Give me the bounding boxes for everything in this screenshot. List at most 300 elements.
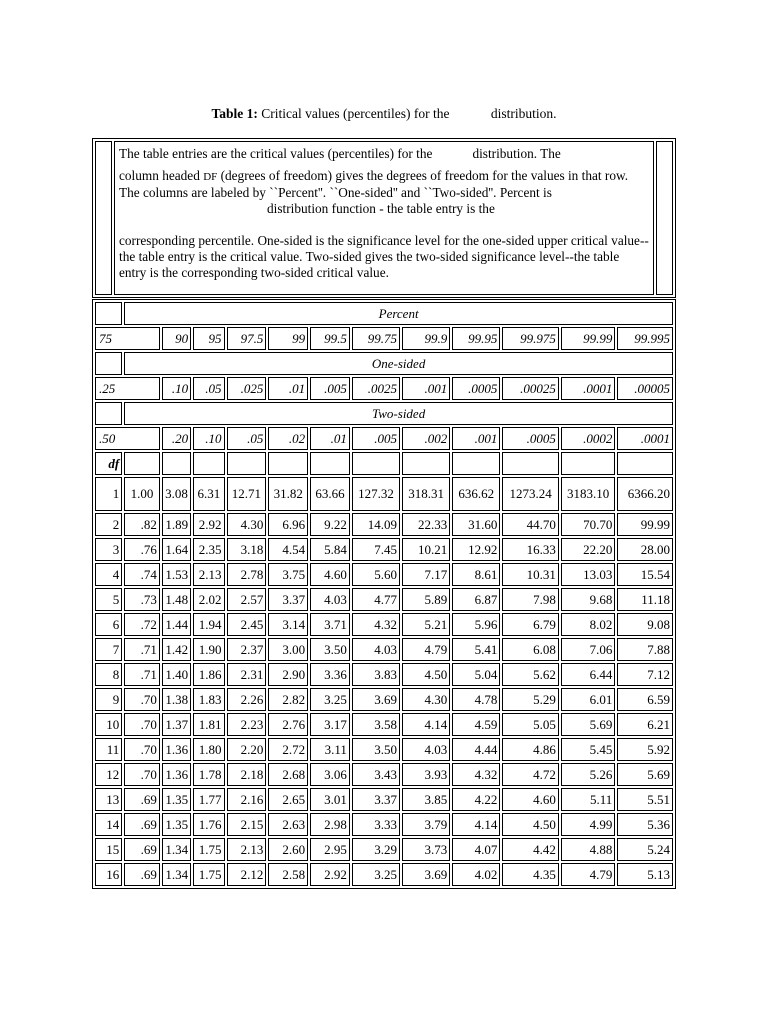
value-cell: 6.44 [561,663,615,686]
empty-cell [617,452,673,475]
percent-value-cell: 99.5 [310,327,350,350]
value-cell: 5.69 [561,713,615,736]
df-cell: 5 [95,588,122,611]
intro-box [92,138,676,298]
value-cell: 4.14 [402,713,450,736]
header-spacer-cell [95,302,122,325]
value-cell: 3.37 [268,588,308,611]
intro-para2-d: distribution function - the table entry is the [267,201,495,216]
value-cell: 2.35 [193,538,224,561]
value-cell: 2.23 [227,713,267,736]
df-label: df [95,452,122,475]
value-cell: 3.11 [310,738,350,761]
value-cell: 5.13 [617,863,673,886]
value-cell: 70.70 [561,513,615,536]
one-sided-value-cell: .05 [193,377,224,400]
two-sided-value-cell: .10 [193,427,224,450]
value-cell: .71 [124,638,160,661]
value-cell: 4.79 [561,863,615,886]
empty-cell [561,452,615,475]
intro-text-cell [114,141,654,295]
value-cell: 6.79 [502,613,559,636]
value-cell: 318.31 [402,477,450,511]
one-sided-value-cell: .0001 [561,377,615,400]
percent-value-cell: 99 [268,327,308,350]
value-cell: 5.84 [310,538,350,561]
value-cell: 1.64 [162,538,191,561]
intro-para2-b: (degrees of freedom) gives the degrees of freedom for the values in that row. The columns are labeled by ``Percent''. ``One-sided'' and ``Two-sided''. [119,168,629,200]
two-sided-value-cell: .50 [95,427,160,450]
value-cell: 1.90 [193,638,224,661]
value-cell: 6.87 [452,588,500,611]
value-cell: 13.03 [561,563,615,586]
value-cell: 3.69 [352,688,400,711]
table-row [95,613,673,636]
value-cell: 2.45 [227,613,267,636]
value-cell: 7.17 [402,563,450,586]
value-cell: 4.50 [502,813,559,836]
percent-values-row [95,327,673,350]
value-cell: 2.63 [268,813,308,836]
value-cell: 1.35 [162,813,191,836]
value-cell: 4.32 [452,763,500,786]
value-cell: 4.86 [502,738,559,761]
value-cell: 1.81 [193,713,224,736]
empty-cell [193,452,224,475]
df-cell: 1 [95,477,122,511]
value-cell: 28.00 [617,538,673,561]
intro-para2-a: column headed [119,168,204,183]
value-cell: 1.83 [193,688,224,711]
value-cell: 4.35 [502,863,559,886]
df-cell: 10 [95,713,122,736]
value-cell: 1.89 [162,513,191,536]
value-cell: 1.35 [162,788,191,811]
value-cell: 10.21 [402,538,450,561]
value-cell: 1.42 [162,638,191,661]
table-row [95,738,673,761]
value-cell: 5.29 [502,688,559,711]
one-sided-value-cell: .10 [162,377,191,400]
value-cell: .70 [124,713,160,736]
value-cell: 2.13 [227,838,267,861]
df-cell: 6 [95,613,122,636]
one-sided-value-cell: .0005 [452,377,500,400]
value-cell: 4.60 [310,563,350,586]
value-cell: 2.58 [268,863,308,886]
value-cell: 8.61 [452,563,500,586]
df-cell: 7 [95,638,122,661]
value-cell: 5.11 [561,788,615,811]
empty-cell [310,452,350,475]
value-cell: 3.06 [310,763,350,786]
value-cell: 5.05 [502,713,559,736]
value-cell: 10.31 [502,563,559,586]
value-cell: 2.98 [310,813,350,836]
value-cell: .76 [124,538,160,561]
percent-value-cell: 75 [95,327,160,350]
table-row [95,788,673,811]
value-cell: 5.69 [617,763,673,786]
header-spacer-cell [95,352,122,375]
value-cell: 4.03 [310,588,350,611]
table-row [95,588,673,611]
value-cell: 1.34 [162,838,191,861]
table-row [95,838,673,861]
percent-value-cell: 99.9 [402,327,450,350]
intro-left-cell [95,141,112,295]
value-cell: 6.31 [193,477,224,511]
value-cell: .82 [124,513,160,536]
value-cell: 3.14 [268,613,308,636]
empty-cell [162,452,191,475]
value-cell: 5.60 [352,563,400,586]
value-cell: 2.76 [268,713,308,736]
percent-value-cell: 97.5 [227,327,267,350]
intro-line1-before: The table entries are the critical values (percentiles) for the [119,146,433,161]
value-cell: 2.31 [227,663,267,686]
critical-values-table [92,299,676,889]
percent-header-row [95,302,673,325]
table-row [95,663,673,686]
df-cell: 12 [95,763,122,786]
value-cell: 2.20 [227,738,267,761]
value-cell: 4.44 [452,738,500,761]
value-cell: 1.86 [193,663,224,686]
table-row [95,863,673,886]
value-cell: 4.60 [502,788,559,811]
empty-cell [268,452,308,475]
value-cell: 11.18 [617,588,673,611]
value-cell: 2.78 [227,563,267,586]
two-sided-value-cell: .0005 [502,427,559,450]
table-row [95,477,673,511]
one-sided-value-cell: .01 [268,377,308,400]
empty-cell [502,452,559,475]
two-sided-header: Two-sided [124,402,673,425]
two-sided-value-cell: .20 [162,427,191,450]
value-cell: 127.32 [352,477,400,511]
one-sided-header: One-sided [124,352,673,375]
value-cell: 1.37 [162,713,191,736]
df-cell: 3 [95,538,122,561]
percent-value-cell: 90 [162,327,191,350]
value-cell: .69 [124,813,160,836]
value-cell: 15.54 [617,563,673,586]
value-cell: 4.78 [452,688,500,711]
df-cell: 13 [95,788,122,811]
empty-cell [452,452,500,475]
value-cell: 5.24 [617,838,673,861]
value-cell: 2.15 [227,813,267,836]
value-cell: 14.09 [352,513,400,536]
caption-text-before: Critical values (percentiles) for the [261,106,450,121]
value-cell: 8.02 [561,613,615,636]
value-cell: 7.06 [561,638,615,661]
value-cell: 1.76 [193,813,224,836]
value-cell: 2.37 [227,638,267,661]
value-cell: 4.30 [402,688,450,711]
value-cell: 5.41 [452,638,500,661]
empty-cell [402,452,450,475]
value-cell: 5.96 [452,613,500,636]
df-cell: 8 [95,663,122,686]
table-row [95,538,673,561]
two-sided-value-cell: .002 [402,427,450,450]
value-cell: 4.03 [352,638,400,661]
df-cell: 15 [95,838,122,861]
df-label-row [95,452,673,475]
value-cell: 2.90 [268,663,308,686]
value-cell: 3.01 [310,788,350,811]
value-cell: 4.02 [452,863,500,886]
value-cell: 3.93 [402,763,450,786]
value-cell: 3.73 [402,838,450,861]
value-cell: 1.00 [124,477,160,511]
value-cell: 3183.10 [561,477,615,511]
value-cell: 4.14 [452,813,500,836]
value-cell: 3.50 [310,638,350,661]
intro-right-cell [656,141,673,295]
value-cell: 9.22 [310,513,350,536]
value-cell: 5.45 [561,738,615,761]
value-cell: .69 [124,838,160,861]
value-cell: 4.59 [452,713,500,736]
value-cell: 6.21 [617,713,673,736]
two-sided-values-row [95,427,673,450]
value-cell: 3.50 [352,738,400,761]
value-cell: 4.99 [561,813,615,836]
value-cell: 3.69 [402,863,450,886]
value-cell: 3.85 [402,788,450,811]
value-cell: 9.68 [561,588,615,611]
one-sided-value-cell: .025 [227,377,267,400]
value-cell: 63.66 [310,477,350,511]
caption-label: Table 1: [211,106,258,121]
percent-header: Percent [124,302,673,325]
value-cell: 6366.20 [617,477,673,511]
value-cell: 4.54 [268,538,308,561]
value-cell: 99.99 [617,513,673,536]
value-cell: 2.57 [227,588,267,611]
intro-line1-after: distribution. The [472,146,561,161]
value-cell: 3.58 [352,713,400,736]
value-cell: 2.95 [310,838,350,861]
value-cell: 1.80 [193,738,224,761]
value-cell: 7.88 [617,638,673,661]
value-cell: .70 [124,763,160,786]
value-cell: 5.36 [617,813,673,836]
value-cell: 1.94 [193,613,224,636]
intro-para2-c: Percent is [499,185,552,200]
value-cell: 4.32 [352,613,400,636]
two-sided-value-cell: .001 [452,427,500,450]
value-cell: 3.43 [352,763,400,786]
value-cell: .69 [124,788,160,811]
value-cell: 3.08 [162,477,191,511]
value-cell: 1.75 [193,838,224,861]
value-cell: .74 [124,563,160,586]
percent-value-cell: 99.995 [617,327,673,350]
table-row [95,713,673,736]
value-cell: 5.89 [402,588,450,611]
value-cell: 6.96 [268,513,308,536]
df-cell: 16 [95,863,122,886]
table-row [95,638,673,661]
value-cell: 4.22 [452,788,500,811]
value-cell: 3.25 [352,863,400,886]
value-cell: 3.25 [310,688,350,711]
value-cell: 2.65 [268,788,308,811]
value-cell: 5.21 [402,613,450,636]
df-cell: 9 [95,688,122,711]
value-cell: 3.33 [352,813,400,836]
value-cell: 7.12 [617,663,673,686]
value-cell: 12.71 [227,477,267,511]
percent-value-cell: 99.975 [502,327,559,350]
value-cell: 1.53 [162,563,191,586]
value-cell: 1.36 [162,738,191,761]
caption-text-after: distribution. [490,106,557,121]
one-sided-value-cell: .25 [95,377,160,400]
empty-cell [124,452,160,475]
value-cell: 3.00 [268,638,308,661]
value-cell: 7.45 [352,538,400,561]
value-cell: 9.08 [617,613,673,636]
value-cell: 2.92 [310,863,350,886]
value-cell: 31.82 [268,477,308,511]
value-cell: 4.07 [452,838,500,861]
value-cell: 3.17 [310,713,350,736]
value-cell: 1273.24 [502,477,559,511]
two-sided-header-row [95,402,673,425]
value-cell: 2.12 [227,863,267,886]
value-cell: 2.60 [268,838,308,861]
value-cell: 2.92 [193,513,224,536]
value-cell: 6.59 [617,688,673,711]
value-cell: 22.33 [402,513,450,536]
two-sided-value-cell: .0001 [617,427,673,450]
value-cell: 44.70 [502,513,559,536]
table-row [95,688,673,711]
value-cell: 12.92 [452,538,500,561]
value-cell: 5.26 [561,763,615,786]
value-cell: 3.29 [352,838,400,861]
value-cell: 6.08 [502,638,559,661]
value-cell: 1.77 [193,788,224,811]
value-cell: 3.79 [402,813,450,836]
value-cell: .72 [124,613,160,636]
value-cell: 1.75 [193,863,224,886]
value-cell: 5.62 [502,663,559,686]
one-sided-value-cell: .001 [402,377,450,400]
value-cell: 3.83 [352,663,400,686]
value-cell: 1.40 [162,663,191,686]
value-cell: 5.04 [452,663,500,686]
value-cell: 31.60 [452,513,500,536]
two-sided-value-cell: .05 [227,427,267,450]
value-cell: 2.13 [193,563,224,586]
one-sided-value-cell: .0025 [352,377,400,400]
value-cell: 2.18 [227,763,267,786]
one-sided-value-cell: .00025 [502,377,559,400]
value-cell: 2.82 [268,688,308,711]
value-cell: 3.71 [310,613,350,636]
value-cell: 5.92 [617,738,673,761]
value-cell: 3.37 [352,788,400,811]
value-cell: 3.18 [227,538,267,561]
value-cell: 1.34 [162,863,191,886]
percent-value-cell: 99.99 [561,327,615,350]
table-row [95,763,673,786]
one-sided-header-row [95,352,673,375]
intro-para3: corresponding percentile. One-sided is the significance level for the one-sided upper critical value--the table entry is the critical value. Two-sided gives the two-sided significance level--the table entry is the corresponding two-sided critical value. [119,233,649,280]
intro-df-term: DF [203,171,218,183]
value-cell: 4.77 [352,588,400,611]
value-cell: 4.50 [402,663,450,686]
one-sided-values-row [95,377,673,400]
two-sided-value-cell: .0002 [561,427,615,450]
value-cell: 4.88 [561,838,615,861]
value-cell: 2.16 [227,788,267,811]
value-cell: 3.36 [310,663,350,686]
value-cell: .70 [124,738,160,761]
value-cell: 3.75 [268,563,308,586]
value-cell: 2.72 [268,738,308,761]
empty-cell [227,452,267,475]
table-row [95,513,673,536]
value-cell: 16.33 [502,538,559,561]
value-cell: 6.01 [561,688,615,711]
value-cell: 2.26 [227,688,267,711]
header-spacer-cell [95,402,122,425]
value-cell: 2.68 [268,763,308,786]
df-cell: 2 [95,513,122,536]
value-cell: 4.42 [502,838,559,861]
percent-value-cell: 99.95 [452,327,500,350]
value-cell: 1.36 [162,763,191,786]
value-cell: .70 [124,688,160,711]
value-cell: 1.44 [162,613,191,636]
value-cell: 4.30 [227,513,267,536]
value-cell: 636.62 [452,477,500,511]
value-cell: .73 [124,588,160,611]
percent-value-cell: 99.75 [352,327,400,350]
value-cell: .71 [124,663,160,686]
two-sided-value-cell: .02 [268,427,308,450]
value-cell: 1.48 [162,588,191,611]
one-sided-value-cell: .00005 [617,377,673,400]
table-caption [0,106,768,122]
value-cell: 2.02 [193,588,224,611]
value-cell: .69 [124,863,160,886]
two-sided-value-cell: .005 [352,427,400,450]
empty-cell [352,452,400,475]
value-cell: 1.38 [162,688,191,711]
df-cell: 4 [95,563,122,586]
percent-value-cell: 95 [193,327,224,350]
df-cell: 11 [95,738,122,761]
value-cell: 4.03 [402,738,450,761]
two-sided-value-cell: .01 [310,427,350,450]
df-cell: 14 [95,813,122,836]
value-cell: 7.98 [502,588,559,611]
value-cell: 5.51 [617,788,673,811]
table-row [95,563,673,586]
value-cell: 22.20 [561,538,615,561]
one-sided-value-cell: .005 [310,377,350,400]
value-cell: 1.78 [193,763,224,786]
